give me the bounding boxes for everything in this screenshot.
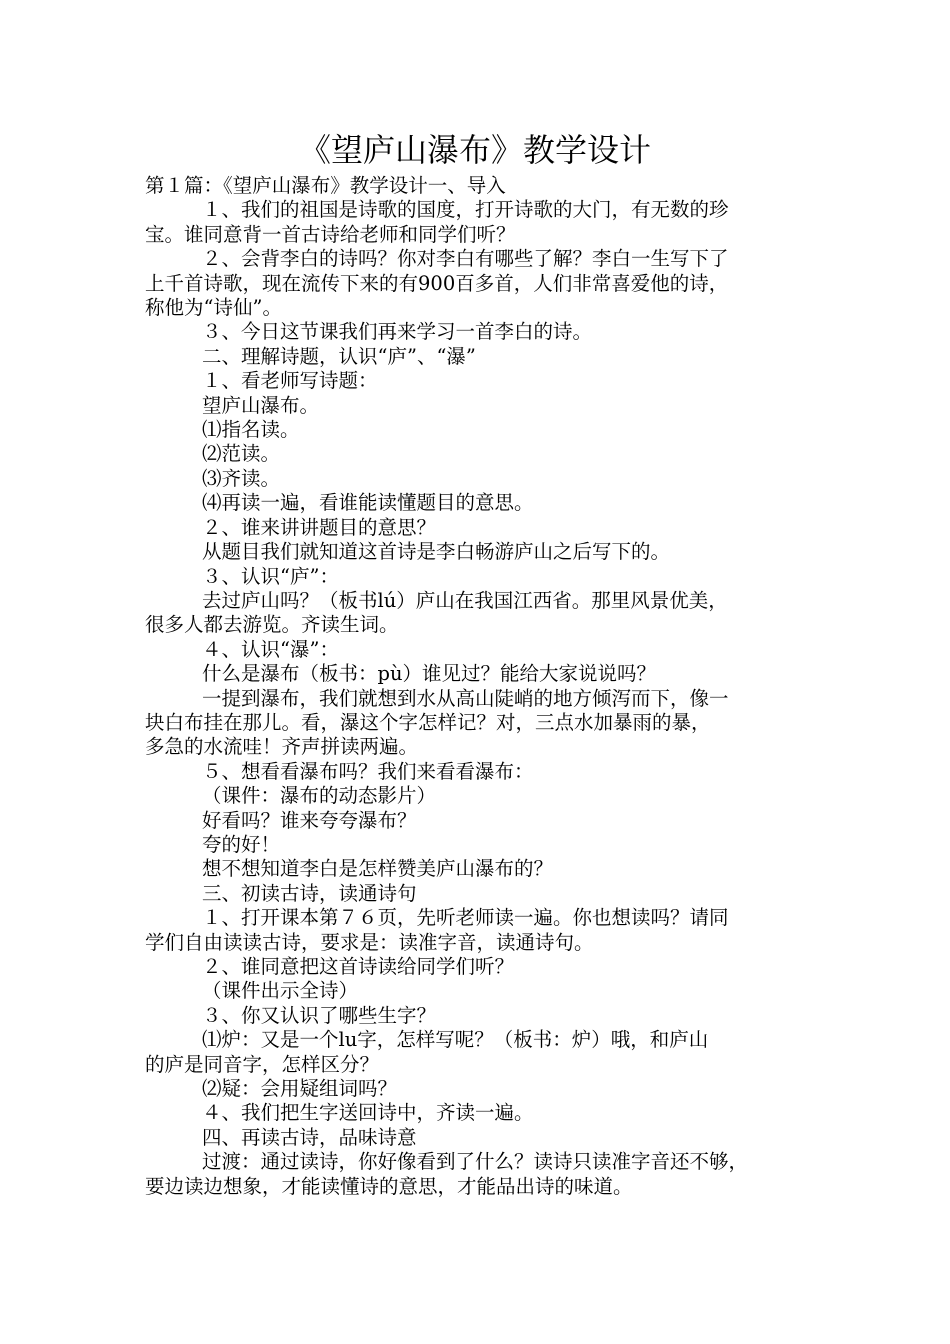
- text-line: １、我们的祖国是诗歌的国度，打开诗歌的大门，有无数的珍: [202, 198, 729, 222]
- text-line: 好看吗？谁来夸夸瀑布？: [202, 808, 417, 832]
- text-line: ２、谁来讲讲题目的意思？: [202, 515, 437, 539]
- document-body: [145, 174, 810, 1199]
- text-line: 称他为“诗仙”。: [145, 296, 282, 320]
- text-line: （课件出示全诗）: [202, 979, 359, 1003]
- text-line: ４、认识“瀑”：: [202, 637, 339, 661]
- text-line: ⑴炉：又是一个lu字，怎样写呢？（板书：炉）哦，和庐山: [202, 1028, 709, 1052]
- text-line: 四、再读古诗，品味诗意: [202, 1125, 417, 1149]
- text-line: 学们自由读读古诗，要求是：读准字音，读通诗句。: [145, 930, 594, 954]
- text-line: 的庐是同音字，怎样区分？: [145, 1052, 380, 1076]
- text-line: １、看老师写诗题：: [202, 369, 378, 393]
- text-line: 从题目我们就知道这首诗是李白畅游庐山之后写下的。: [202, 540, 671, 564]
- text-line: ２、会背李白的诗吗？你对李白有哪些了解？李白一生写下了: [202, 247, 729, 271]
- text-line: ５、想看看瀑布吗？我们来看看瀑布：: [202, 759, 534, 783]
- text-line: ３、你又认识了哪些生字？: [202, 1003, 437, 1027]
- text-line: ２、谁同意把这首诗读给同学们听？: [202, 955, 515, 978]
- text-line: 二、理解诗题，认识“庐”、“瀑”: [202, 344, 476, 368]
- text-line: 去过庐山吗？（板书lú）庐山在我国江西省。那里风景优美，: [202, 588, 728, 612]
- text-line: 三、初读古诗，读通诗句: [202, 881, 417, 905]
- text-line: 要边读边想象，才能读懂诗的意思，才能品出诗的味道。: [145, 1174, 633, 1198]
- text-line: 上千首诗歌，现在流传下来的有900百多首，人们非常喜爱他的诗，: [145, 271, 729, 295]
- text-line: （课件：瀑布的动态影片）: [202, 784, 437, 808]
- document-title: 《望庐山瀑布》教学设计: [298, 131, 651, 169]
- text-line: １、打开课本第７６页，先听老师读一遍。你也想读吗？请同: [202, 906, 729, 930]
- text-line: ３、今日这节课我们再来学习一首李白的诗。: [202, 320, 593, 344]
- text-line: 一提到瀑布，我们就想到水从高山陡峭的地方倾泻而下，像一: [202, 686, 729, 710]
- text-line: 望庐山瀑布。: [202, 393, 320, 417]
- text-line: 过渡：通过读诗，你好像看到了什么？读诗只读准字音还不够，: [202, 1150, 749, 1174]
- text-line: ４、我们把生字送回诗中，齐读一遍。: [202, 1101, 534, 1125]
- text-line: 什么是瀑布（板书：pù）谁见过？能给大家说说吗？: [202, 662, 657, 686]
- text-line: ⑶齐读。: [202, 466, 281, 490]
- text-line: ⑵范读。: [202, 442, 281, 466]
- text-line: ⑵疑：会用疑组词吗？: [202, 1077, 398, 1101]
- text-line: 多急的水流哇！齐声拼读两遍。: [145, 735, 419, 759]
- text-line: 很多人都去游览。齐读生词。: [145, 613, 399, 637]
- text-line: 第１篇：《望庐山瀑布》教学设计一、导入: [145, 174, 506, 197]
- text-line: 宝。谁同意背一首古诗给老师和同学们听？: [145, 222, 516, 246]
- text-line: ３、认识“庐”：: [202, 564, 339, 588]
- text-line: 夸的好！: [202, 832, 281, 856]
- text-line: 想不想知道李白是怎样赞美庐山瀑布的？: [202, 857, 554, 881]
- text-line: ⑴指名读。: [202, 418, 300, 442]
- text-line: ⑷再读一遍，看谁能读懂题目的意思。: [202, 491, 534, 515]
- text-line: 块白布挂在那儿。看，瀑这个字怎样记？对，三点水加暴雨的暴，: [145, 710, 711, 734]
